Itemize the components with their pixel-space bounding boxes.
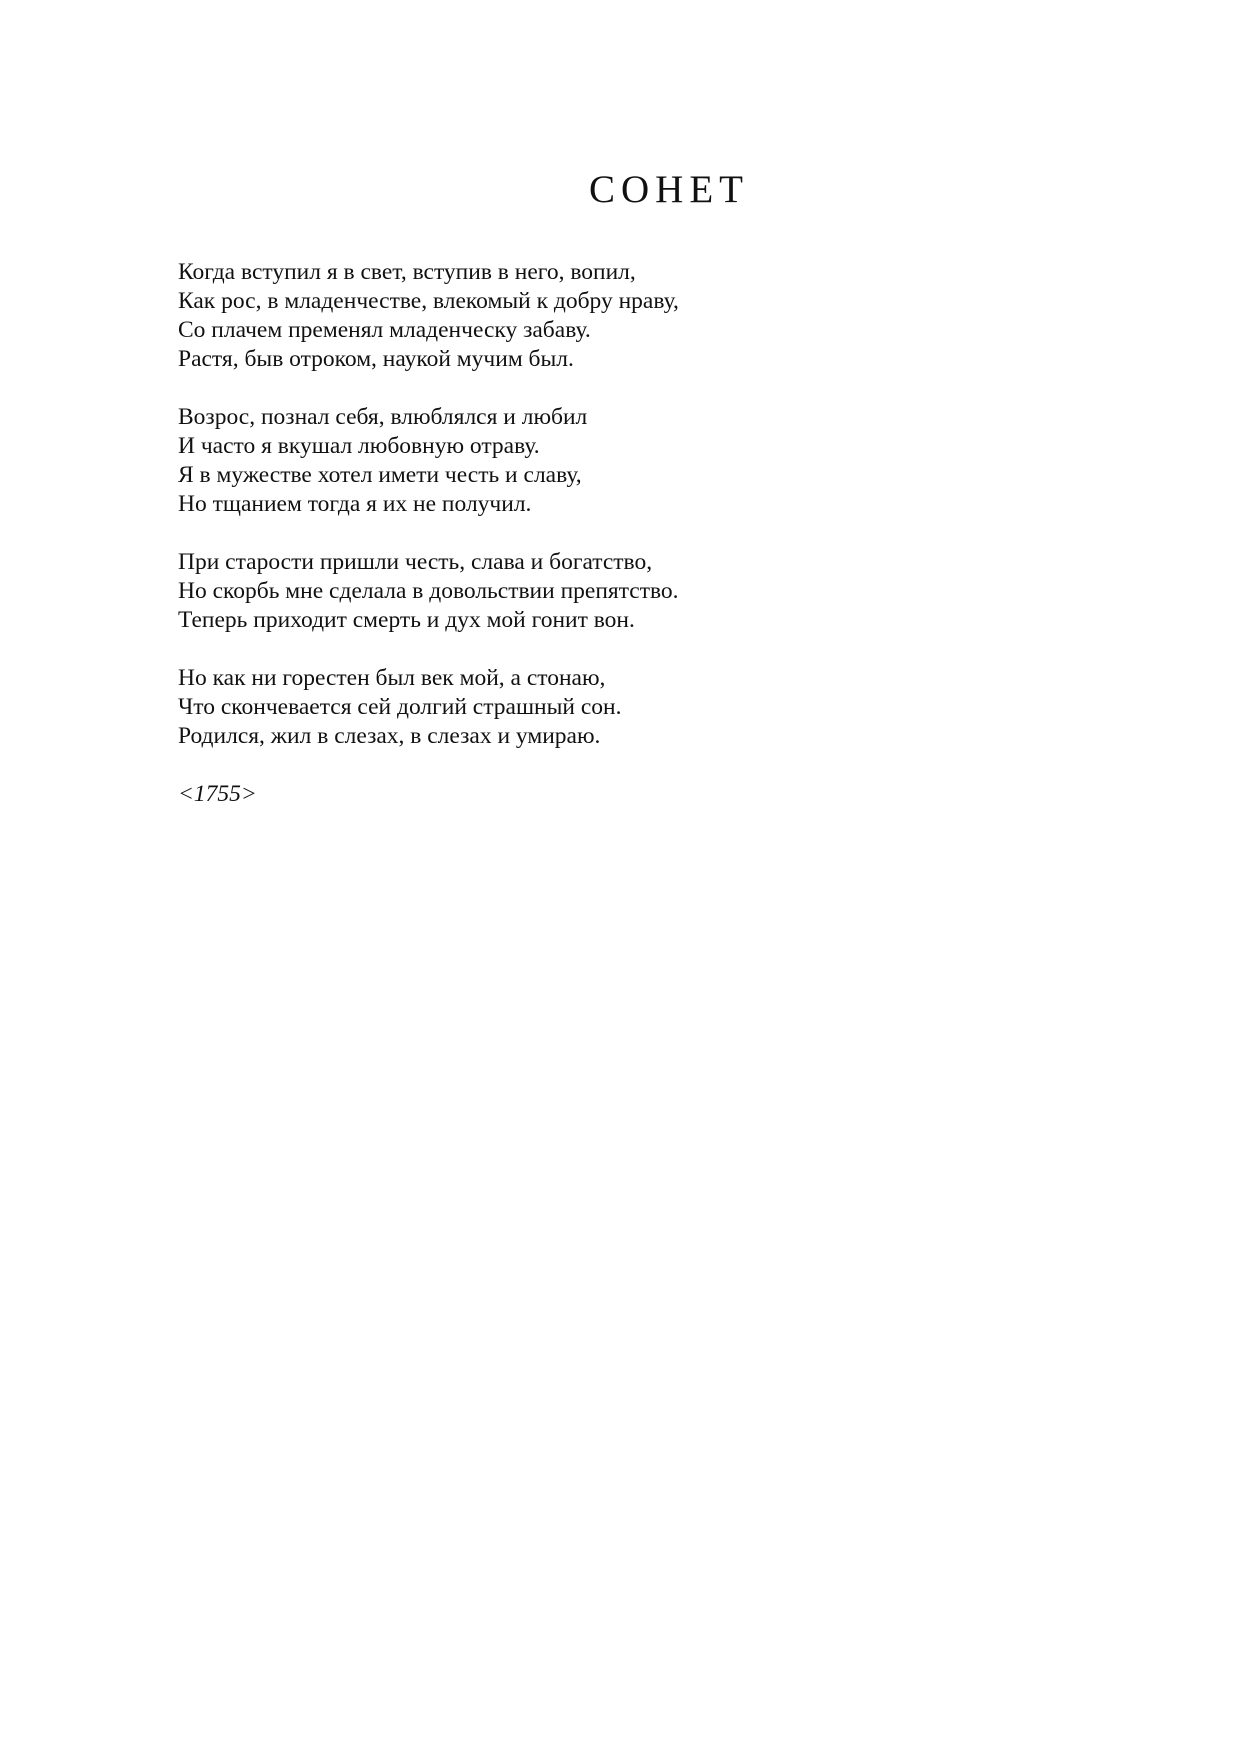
poem-line: Но как ни горестен был век мой, а стонаю, xyxy=(178,665,606,691)
poem-body xyxy=(178,258,679,809)
stanza-3 xyxy=(178,548,679,635)
poem-line: И часто я вкушал любовную отраву. xyxy=(178,433,540,459)
poem-title: СОНЕТ xyxy=(589,168,749,211)
poem-line: Возрос, познал себя, влюблялся и любил xyxy=(178,404,588,430)
poem-line: Что скончевается сей долгий страшный сон. xyxy=(178,694,622,720)
poem-line: Родился, жил в слезах, в слезах и умираю. xyxy=(178,723,601,749)
poem-line: Но скорбь мне сделала в довольствии препятство. xyxy=(178,578,679,604)
stanza-2 xyxy=(178,403,679,519)
poem-line: Со плачем пременял младенческу забаву. xyxy=(178,317,591,343)
stanza-1 xyxy=(178,258,679,374)
poem-line: Я в мужестве хотел имети честь и славу, xyxy=(178,462,582,488)
poem-line: Как рос, в младенчестве, влекомый к добру нраву, xyxy=(178,288,679,314)
poem-line: При старости пришли честь, слава и богатство, xyxy=(178,549,653,575)
poem-line: Теперь приходит смерть и дух мой гонит вон. xyxy=(178,607,635,633)
poem-line: Когда вступил я в свет, вступив в него, вопил, xyxy=(178,259,636,285)
poem-date: <1755> xyxy=(178,781,257,807)
poem-line: Но тщанием тогда я их не получил. xyxy=(178,491,532,517)
stanza-4 xyxy=(178,664,679,751)
poem-line: Растя, быв отроком, наукой мучим был. xyxy=(178,346,574,372)
